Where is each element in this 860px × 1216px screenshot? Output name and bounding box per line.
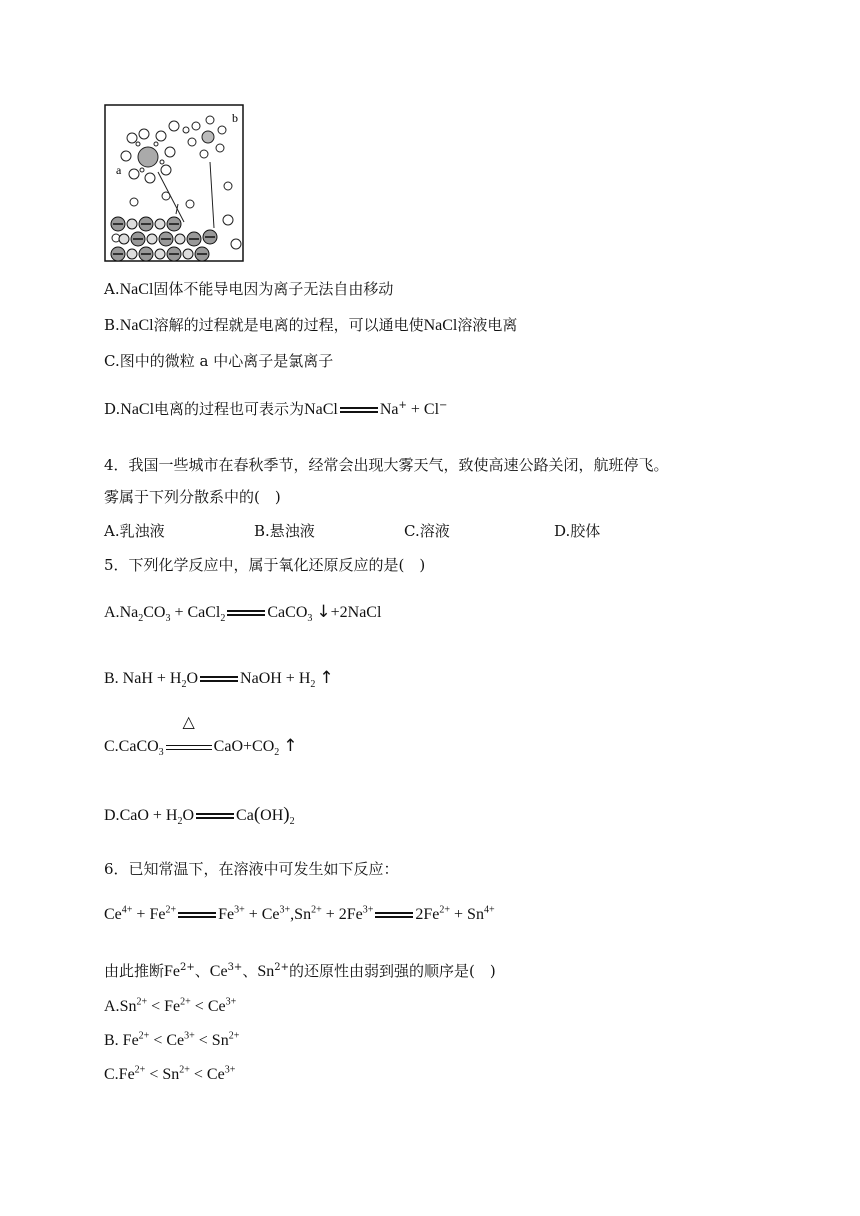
q3-option-b: B.NaCl溶解的过程就是电离的过程，可以通电使NaCl溶液电离 [104,316,518,334]
q5-option-c: C.CaCO$_3$ △ $CaO+CO_2$ ↑ [104,714,298,759]
q5-stem: 5．下列化学反应中，属于氧化还原反应的是( ) [104,556,426,574]
q6-inference: 由此推断$Fe^{2+}$、$Ce^{3+}$、$Sn^{2+}$的还原性由弱到强的顺序是( ) [104,962,496,980]
q3-option-a: A.NaCl固体不能导电因为离子无法自由移动 [104,280,394,298]
q4-stem-line1: 4．我国一些城市在春秋季节，经常会出现大雾天气，致使高速公路关闭，航班停飞。 [104,456,669,474]
equals-sign [178,911,216,919]
equals-sign [196,812,234,820]
q5-option-d: $D.CaO + H_2O$ $Ca(OH)_2$ [104,804,295,828]
q4-option-d: D.胶体 [554,522,601,540]
q6-option-a: $A.Sn^{2+} < Fe^{2+} < Ce^{3+}$ [104,996,237,1015]
q6-option-b: B. $Fe^{2+} < Ce^{3+} < Sn^{2+}$ [104,1030,240,1049]
q3-option-c: C.图中的微粒 a 中心离子是氯离子 [104,352,334,370]
q6-stem: 6．已知常温下，在溶液中可发生如下反应： [104,860,399,878]
q4-option-c: C.溶液 [404,522,450,540]
heating-symbol: △ [182,714,195,732]
equals-sign [375,911,413,919]
q5-option-b: B. NaH + $H_2O$ NaOH + $H_2$ ↑ [104,668,334,691]
q6-reaction-equations: $Ce^{4+} + Fe^{2+}$ $Fe^{3+} + Ce^{3+},Sn^{2+} + 2Fe^{3+}$ $2Fe^{2+} + Sn^{4+}$ [104,904,495,923]
equals-sign [227,609,265,617]
q6-option-c: $C.Fe^{2+} < Sn^{2+} < Ce^{3+}$ [104,1064,236,1083]
equals-sign [200,675,238,683]
q5-option-a: $A.Na_2CO_3$ + CaCl$_2$ CaCO$_3$ ↓+2NaCl [104,602,382,625]
q4-option-b: B.悬浊液 [254,522,315,540]
equals-sign [340,406,378,414]
q4-stem-line2: 雾属于下列分散系中的( ) [104,488,281,506]
nacl-dissolution-figure [104,104,246,264]
label-b: b [232,111,238,125]
q4-option-a: A.乳浊液 [104,522,165,540]
q3-option-d: D.NaCl电离的过程也可表示为NaCl Na+ + Cl− [104,400,448,418]
equals-sign [166,744,212,752]
label-a: a [116,163,122,177]
